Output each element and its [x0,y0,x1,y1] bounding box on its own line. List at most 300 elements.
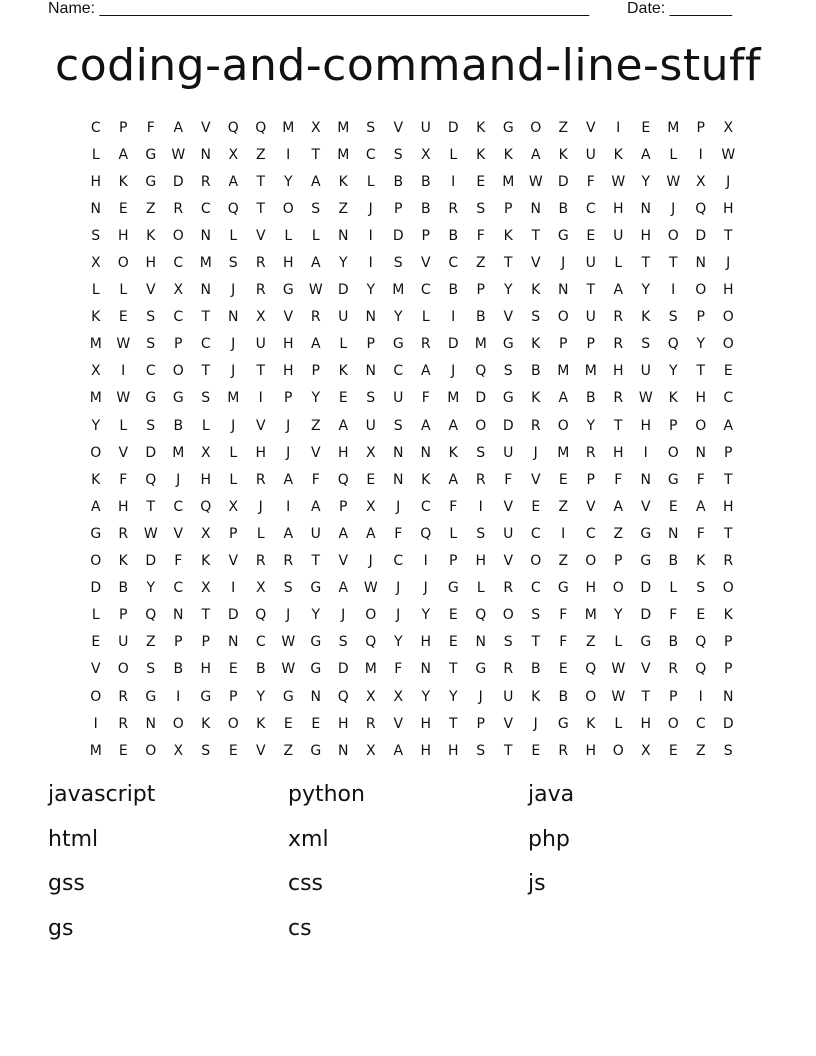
grid-letter: P [586,336,595,353]
grid-letter: T [641,688,651,705]
grid-letter: A [640,146,651,163]
grid-letter: E [668,498,678,515]
grid-letter: M [584,363,597,380]
grid-letter: J [726,173,731,190]
grid-letter: Q [145,471,157,488]
grid-letter: W [528,173,543,190]
grid-letter: M [667,119,680,136]
grid-letter: Q [695,200,707,217]
grid-letter: X [255,309,266,326]
grid-letter: J [671,200,676,217]
grid-letter: R [530,417,541,434]
grid-letter: D [145,444,157,461]
grid-letter: L [229,471,238,488]
grid-letter: X [365,688,376,705]
grid-letter: Y [91,417,101,434]
grid-letter: Y [256,688,266,705]
grid-letter: S [668,309,678,326]
grid-letter: V [393,119,404,136]
grid-letter: M [227,390,240,407]
grid-letter: E [696,607,706,624]
grid-letter: B [118,580,129,597]
grid-letter: K [118,173,128,190]
grid-letter: J [286,417,291,434]
grid-letter: A [420,363,431,380]
grid-letter: Y [393,309,403,326]
grid-letter: X [173,282,184,299]
grid-letter: L [614,715,623,732]
grid-letter: W [638,390,653,407]
grid-letter: C [393,363,404,380]
grid-letter: V [640,498,651,515]
grid-letter: M [199,255,212,272]
grid-row [82,520,742,547]
word-bank-item: php [528,826,570,852]
grid-letter: T [723,227,733,244]
grid-letter: C [695,715,706,732]
letter-grid [82,114,742,764]
grid-letter: L [229,227,238,244]
grid-letter: I [643,444,648,461]
grid-letter: L [449,146,458,163]
grid-letter: E [723,363,733,380]
grid-letter: A [338,525,349,542]
word-bank-item: cs [288,916,312,942]
grid-letter: O [172,363,184,380]
grid-letter: O [172,715,184,732]
grid-letter: M [337,119,350,136]
grid-letter: B [558,688,569,705]
grid-letter: X [200,580,211,597]
grid-letter: S [503,634,513,651]
grid-letter: U [503,444,514,461]
grid-letter: K [503,146,513,163]
grid-letter: B [668,553,679,570]
grid-letter: O [475,417,487,434]
grid-letter: Y [696,336,706,353]
grid-letter: R [118,525,129,542]
grid-letter: D [502,417,514,434]
grid-row [82,737,742,764]
grid-letter: A [558,390,569,407]
grid-letter: O [695,282,707,299]
grid-letter: S [531,309,541,326]
grid-letter: H [282,363,294,380]
grid-letter: G [502,336,514,353]
grid-letter: B [448,282,459,299]
grid-letter: O [145,742,157,759]
grid-letter: V [145,282,156,299]
grid-letter: G [145,173,157,190]
grid-letter: N [695,444,706,461]
grid-letter: O [530,553,542,570]
grid-letter: V [393,715,404,732]
grid-letter: U [585,146,596,163]
grid-letter: A [310,336,321,353]
grid-letter: I [423,553,428,570]
grid-letter: M [364,661,377,678]
grid-letter: Z [558,119,569,136]
grid-letter: S [146,417,156,434]
grid-letter: U [613,227,624,244]
grid-letter: O [722,580,734,597]
grid-letter: D [337,282,349,299]
grid-letter: A [613,498,624,515]
grid-letter: V [255,227,266,244]
grid-letter: X [255,580,266,597]
grid-letter: G [557,227,569,244]
grid-letter: R [503,661,514,678]
grid-letter: B [668,634,679,651]
grid-letter: Q [227,119,239,136]
grid-letter: F [696,525,705,542]
grid-letter: L [476,580,485,597]
grid-letter: T [586,282,596,299]
grid-letter: A [448,471,459,488]
grid-letter: P [504,200,513,217]
grid-letter: V [90,661,101,678]
grid-letter: F [696,471,705,488]
grid-letter: V [585,498,596,515]
word-bank-item: css [288,871,324,897]
grid-letter: R [255,553,266,570]
grid-letter: T [668,255,678,272]
grid-letter: L [339,336,348,353]
grid-letter: G [310,634,322,651]
grid-letter: P [366,336,375,353]
grid-letter: R [118,688,129,705]
grid-letter: K [91,471,101,488]
grid-letter: B [448,227,459,244]
grid-letter: N [558,282,569,299]
grid-letter: E [558,661,568,678]
grid-letter: P [449,553,458,570]
grid-letter: C [393,553,404,570]
grid-letter: P [696,309,705,326]
grid-letter: Z [558,498,569,515]
grid-letter: K [586,715,596,732]
grid-letter: R [310,309,321,326]
grid-letter: H [420,634,432,651]
grid-letter: Q [200,498,212,515]
grid-letter: X [695,173,706,190]
grid-letter: Q [255,607,267,624]
grid-letter: N [365,309,376,326]
grid-letter: C [420,282,431,299]
grid-letter: H [640,715,652,732]
grid-letter: F [394,525,403,542]
grid-letter: K [531,282,541,299]
grid-letter: D [695,227,707,244]
grid-letter: G [145,146,157,163]
grid-letter: X [393,688,404,705]
grid-letter: U [503,525,514,542]
word-bank-row [48,779,768,824]
grid-letter: T [256,173,266,190]
grid-letter: Y [503,282,513,299]
grid-letter: Q [475,363,487,380]
grid-letter: U [118,634,129,651]
grid-letter: S [366,119,376,136]
grid-letter: S [366,390,376,407]
grid-letter: O [282,200,294,217]
grid-letter: A [310,255,321,272]
grid-letter: P [586,471,595,488]
grid-letter: A [310,173,321,190]
grid-letter: D [172,173,184,190]
grid-letter: V [118,444,129,461]
grid-letter: L [201,417,210,434]
grid-letter: L [311,227,320,244]
grid-letter: Y [641,173,651,190]
grid-letter: G [282,282,294,299]
grid-letter: P [724,661,733,678]
grid-letter: V [503,553,514,570]
grid-letter: Z [255,146,266,163]
grid-letter: E [228,742,238,759]
grid-letter: H [475,553,487,570]
grid-letter: K [641,309,651,326]
grid-letter: V [503,309,514,326]
grid-letter: J [396,607,401,624]
grid-letter: U [585,309,596,326]
grid-letter: L [256,525,265,542]
grid-letter: G [145,390,157,407]
grid-letter: H [117,498,129,515]
grid-letter: X [365,742,376,759]
grid-letter: G [640,553,652,570]
grid-letter: O [722,336,734,353]
grid-letter: N [668,525,679,542]
grid-letter: A [118,146,129,163]
grid-letter: E [448,634,458,651]
grid-letter: R [585,444,596,461]
grid-row [82,304,742,331]
grid-letter: F [669,607,678,624]
grid-letter: F [394,661,403,678]
grid-letter: J [231,363,236,380]
grid-letter: J [286,607,291,624]
grid-letter: B [173,417,184,434]
grid-letter: P [201,634,210,651]
grid-letter: O [557,309,569,326]
grid-letter: G [640,634,652,651]
grid-letter: E [531,742,541,759]
grid-letter: P [229,688,238,705]
grid-letter: T [448,661,458,678]
grid-letter: G [310,742,322,759]
grid-letter: V [640,661,651,678]
grid-letter: F [421,390,430,407]
grid-letter: H [612,444,624,461]
grid-letter: A [613,282,624,299]
grid-letter: L [119,417,128,434]
grid-letter: O [227,715,239,732]
grid-letter: J [451,363,456,380]
grid-letter: O [667,227,679,244]
grid-letter: K [558,146,568,163]
grid-letter: F [614,471,623,488]
grid-letter: Y [613,607,623,624]
grid-letter: S [283,580,293,597]
grid-letter: C [200,336,211,353]
grid-letter: W [281,634,296,651]
grid-letter: G [557,715,569,732]
grid-letter: W [116,336,131,353]
grid-letter: T [201,309,211,326]
grid-letter: H [612,363,624,380]
grid-letter: P [394,200,403,217]
grid-letter: H [585,580,597,597]
grid-letter: P [669,417,678,434]
grid-letter: I [561,525,566,542]
grid-letter: N [200,282,211,299]
grid-letter: J [258,498,263,515]
grid-letter: H [282,255,294,272]
grid-letter: K [696,553,706,570]
grid-letter: T [723,525,733,542]
grid-letter: J [423,580,428,597]
grid-letter: N [393,444,404,461]
grid-letter: S [146,309,156,326]
grid-letter: J [533,444,538,461]
grid-letter: A [393,742,404,759]
grid-letter: R [118,715,129,732]
grid-letter: S [146,661,156,678]
grid-letter: O [557,417,569,434]
grid-letter: T [531,227,541,244]
grid-letter: X [200,444,211,461]
grid-letter: U [310,525,321,542]
grid-letter: F [146,119,155,136]
grid-letter: T [311,146,321,163]
grid-letter: I [368,255,373,272]
grid-letter: F [311,471,320,488]
grid-row [82,466,742,493]
grid-letter: L [91,607,100,624]
grid-letter: O [90,553,102,570]
grid-letter: S [531,607,541,624]
grid-letter: Y [668,363,678,380]
grid-letter: I [368,227,373,244]
grid-letter: Q [337,688,349,705]
grid-letter: C [90,119,101,136]
grid-letter: O [365,607,377,624]
grid-letter: J [231,282,236,299]
grid-letter: O [695,417,707,434]
grid-letter: E [228,661,238,678]
grid-letter: W [171,146,186,163]
grid-letter: S [503,363,513,380]
grid-letter: H [420,742,432,759]
grid-letter: K [531,688,541,705]
grid-letter: P [696,119,705,136]
grid-letter: F [504,471,513,488]
grid-letter: X [90,255,101,272]
grid-letter: Q [585,661,597,678]
grid-letter: E [366,471,376,488]
grid-letter: I [286,498,291,515]
grid-row [82,222,742,249]
word-bank-item: js [528,871,546,897]
grid-letter: O [117,255,129,272]
grid-letter: K [201,715,211,732]
grid-letter: I [176,688,181,705]
word-bank-item: javascript [48,782,156,807]
grid-letter: P [229,525,238,542]
grid-letter: B [585,390,596,407]
grid-row [82,439,742,466]
grid-letter: H [255,444,267,461]
grid-letter: Z [338,200,349,217]
grid-letter: U [503,688,514,705]
grid-letter: H [695,390,707,407]
grid-letter: A [310,498,321,515]
grid-letter: N [530,200,541,217]
grid-letter: N [310,688,321,705]
grid-letter: H [117,227,129,244]
grid-letter: H [282,336,294,353]
grid-letter: X [90,363,101,380]
grid-letter: J [478,688,483,705]
date-field-label: Date: _______ [627,0,732,17]
grid-letter: D [640,607,652,624]
grid-letter: E [118,309,128,326]
grid-letter: D [557,173,569,190]
grid-letter: I [698,146,703,163]
grid-letter: S [338,634,348,651]
grid-letter: K [338,363,348,380]
grid-letter: N [723,688,734,705]
grid-letter: P [339,498,348,515]
grid-letter: L [614,255,623,272]
grid-letter: C [145,363,156,380]
grid-letter: I [121,363,126,380]
grid-letter: I [478,498,483,515]
grid-letter: N [695,255,706,272]
grid-letter: R [613,336,624,353]
grid-letter: H [420,715,432,732]
grid-letter: M [584,607,597,624]
grid-letter: Y [421,688,431,705]
grid-letter: T [201,607,211,624]
grid-letter: V [283,309,294,326]
grid-letter: V [503,715,514,732]
grid-letter: Z [585,634,596,651]
grid-letter: A [723,417,734,434]
grid-letter: E [476,173,486,190]
grid-letter: Y [311,390,321,407]
grid-letter: S [696,580,706,597]
grid-letter: T [696,363,706,380]
grid-letter: X [420,146,431,163]
grid-letter: H [722,200,734,217]
grid-letter: D [227,607,239,624]
grid-letter: K [91,309,101,326]
grid-letter: M [282,119,295,136]
grid-letter: P [284,390,293,407]
grid-letter: O [172,227,184,244]
grid-letter: H [640,417,652,434]
grid-letter: I [286,146,291,163]
grid-letter: Q [145,607,157,624]
word-bank-row [48,868,768,913]
grid-letter: M [447,390,460,407]
grid-letter: X [310,119,321,136]
word-bank-row [48,913,768,958]
grid-letter: P [119,607,128,624]
grid-letter: V [228,553,239,570]
